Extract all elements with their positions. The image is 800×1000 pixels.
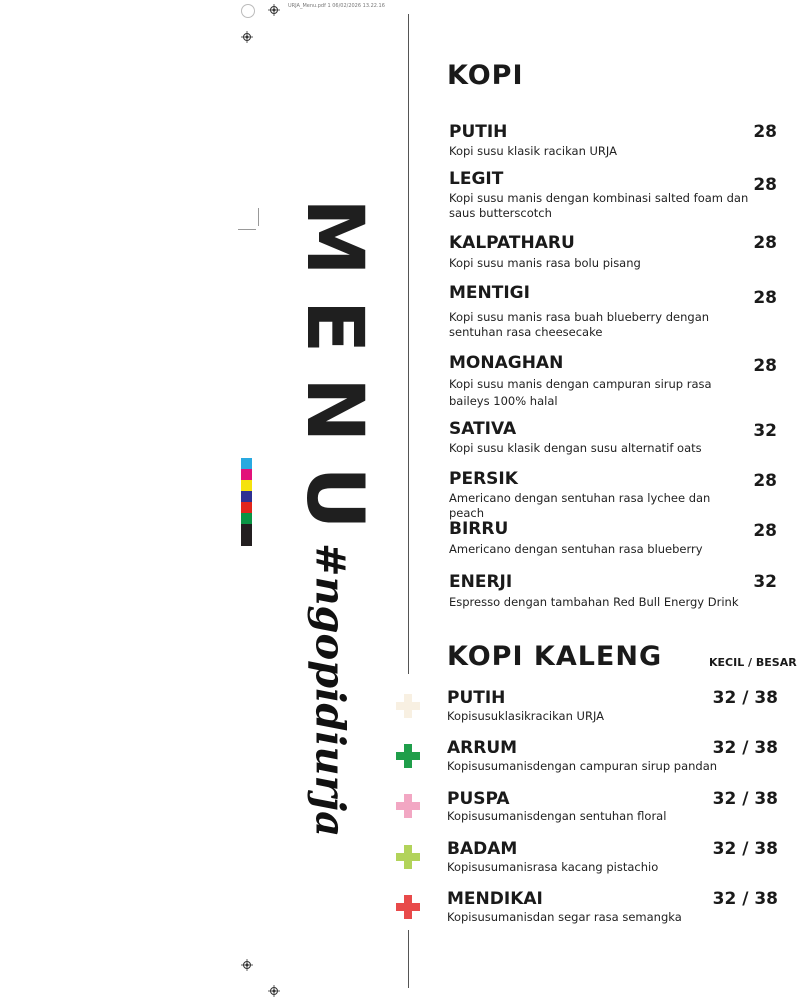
item-price: 32 / 38 xyxy=(712,688,778,708)
item-price: 32 / 38 xyxy=(712,789,778,809)
color-swatch xyxy=(241,458,252,469)
item-price: 28 xyxy=(753,288,777,308)
plus-icon xyxy=(394,893,422,921)
item-price: 32 / 38 xyxy=(712,889,778,909)
item-desc: Kopisusumanisrasa kacang pistachio xyxy=(447,860,659,874)
crosshair-icon xyxy=(268,985,280,997)
file-label: URJA_Menu.pdf 1 06/02/2026 13.22.16 xyxy=(288,3,385,9)
color-calibration-bar xyxy=(241,458,252,546)
item-desc: Kopi susu manis rasa bolu pisang xyxy=(449,256,641,270)
item-price: 28 xyxy=(753,122,777,142)
item-desc: Kopisusumanisdengan campuran sirup pandan xyxy=(447,759,718,773)
divider-line xyxy=(408,930,409,988)
item-name: LEGIT xyxy=(449,169,504,189)
item-desc: Americano dengan sentuhan rasa lychee dan peach xyxy=(449,491,711,520)
item-desc: Kopi susu manis dengan campuran sirup rasa baileys 100% halal xyxy=(449,377,712,408)
item-name: BADAM xyxy=(447,839,518,859)
item-desc: Kopi susu klasik dengan susu alternatif oats xyxy=(449,441,702,455)
item-desc: Kopisusuklasikracikan URJA xyxy=(447,709,605,723)
item-desc: Americano dengan sentuhan rasa blueberry xyxy=(449,542,703,556)
item-price: 28 xyxy=(753,471,777,491)
item-name: ENERJI xyxy=(449,572,513,592)
hashtag: #ngopidiurja xyxy=(306,542,354,838)
item-name: SATIVA xyxy=(449,419,517,439)
item-name: BIRRU xyxy=(449,519,509,539)
color-swatch xyxy=(241,480,252,491)
item-price: 32 / 38 xyxy=(712,738,778,758)
item-desc: Kopi susu klasik racikan URJA xyxy=(449,144,617,158)
crop-mark xyxy=(258,208,259,226)
crosshair-icon xyxy=(241,959,253,971)
color-swatch xyxy=(241,502,252,513)
size-label: KECIL / BESAR xyxy=(709,656,797,669)
item-name: PUSPA xyxy=(447,789,510,809)
item-price: 28 xyxy=(753,521,777,541)
plus-icon xyxy=(394,742,422,770)
color-swatch xyxy=(241,524,252,535)
item-name: KALPATHARU xyxy=(449,233,575,253)
plus-icon xyxy=(394,792,422,820)
plus-icon xyxy=(394,843,422,871)
section-title-kopi: KOPI xyxy=(447,60,524,91)
color-swatch xyxy=(241,469,252,480)
item-desc: Kopi susu manis dengan kombinasi salted foam dan saus butterscotch xyxy=(449,191,749,220)
color-swatch xyxy=(241,535,252,546)
item-price: 28 xyxy=(753,175,777,195)
crosshair-icon xyxy=(241,31,253,43)
section-title-kopi-kaleng: KOPI KALENG xyxy=(447,641,663,672)
item-price: 28 xyxy=(753,356,777,376)
color-swatch xyxy=(241,513,252,524)
item-name: PERSIK xyxy=(449,469,518,489)
item-name: MONAGHAN xyxy=(449,353,564,373)
item-name: PUTIH xyxy=(447,688,506,708)
item-price: 32 / 38 xyxy=(712,839,778,859)
crop-mark xyxy=(238,229,256,230)
item-name: PUTIH xyxy=(449,122,508,142)
item-name: MENDIKAI xyxy=(447,889,543,909)
item-desc: Kopisusumanisdengan sentuhan floral xyxy=(447,809,667,823)
menu-title: MENU xyxy=(289,198,379,554)
item-price: 28 xyxy=(753,233,777,253)
item-desc: Kopi susu manis rasa buah blueberry dengan sentuhan rasa cheesecake xyxy=(449,310,710,339)
color-swatch xyxy=(241,491,252,502)
item-desc: Espresso dengan tambahan Red Bull Energy Drink xyxy=(449,595,739,609)
item-desc: Kopisusumanisdan segar rasa semangka xyxy=(447,910,682,924)
item-price: 32 xyxy=(753,421,777,441)
plus-icon xyxy=(394,692,422,720)
item-name: ARRUM xyxy=(447,738,518,758)
registration-circle-icon xyxy=(241,4,255,18)
crosshair-icon xyxy=(268,4,280,16)
item-price: 32 xyxy=(753,572,777,592)
item-name: MENTIGI xyxy=(449,283,530,303)
divider-line xyxy=(408,14,409,674)
